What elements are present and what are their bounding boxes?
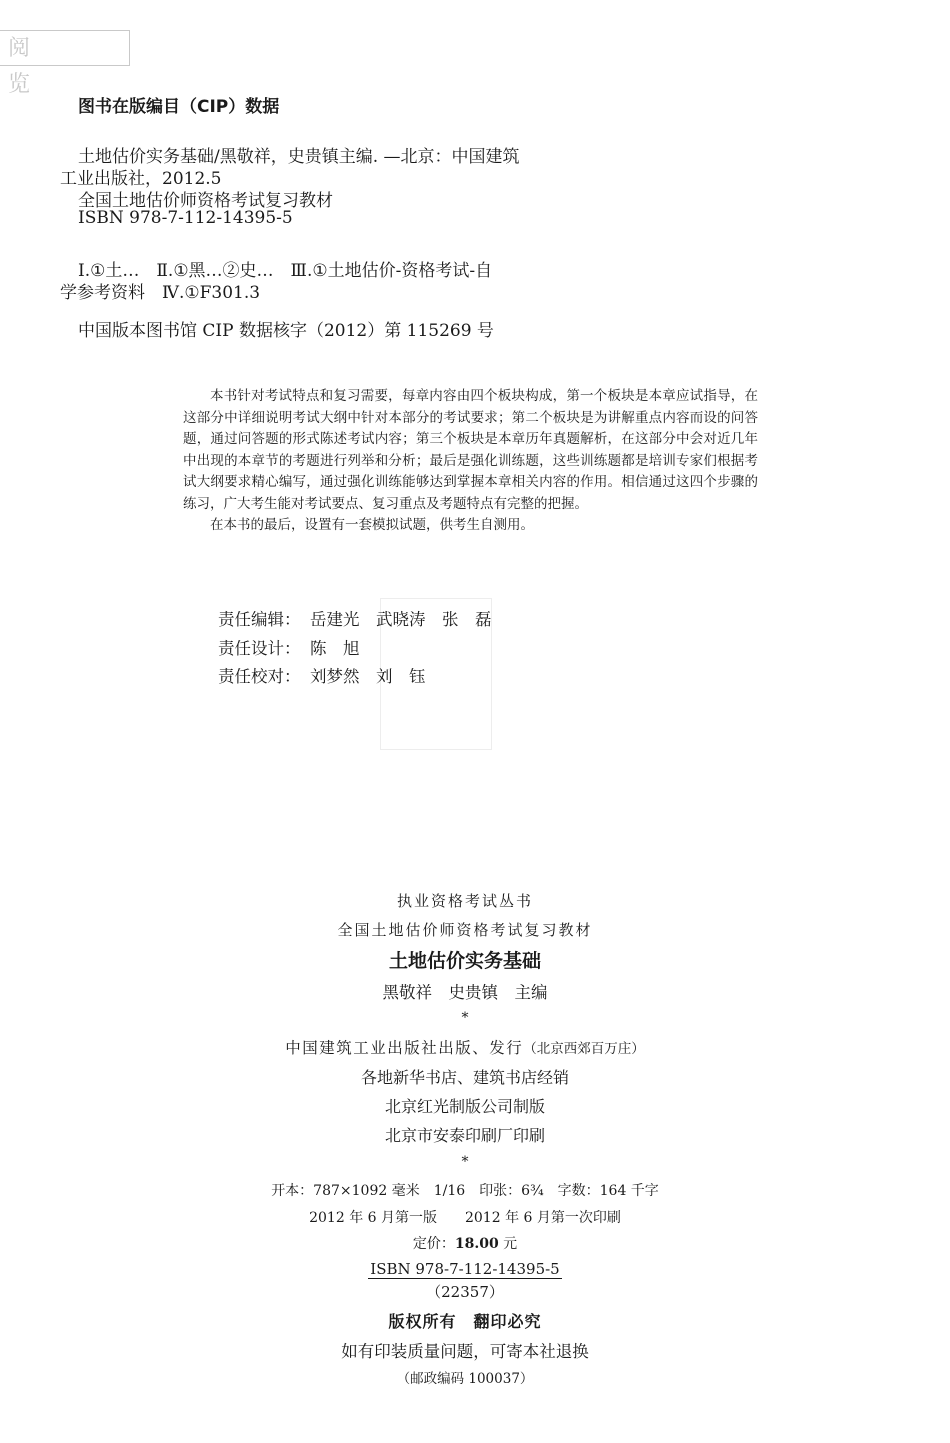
cip-record-number: 中国版本图书馆 CIP 数据核字（2012）第 115269 号: [78, 321, 494, 341]
corner-stamp: 阅 览: [0, 30, 130, 66]
series-name: 执业资格考试丛书: [396, 892, 533, 910]
format-info: 开本：787×1092 毫米 1/16 印张：6¾ 字数：164 千字: [271, 1183, 659, 1199]
cip-isbn: ISBN 978-7-112-14395-5: [78, 208, 293, 228]
separator-star: *: [461, 1154, 469, 1170]
edition-info: 2012 年 6 月第一版 2012 年 6 月第一次印刷: [309, 1210, 621, 1226]
distributor: 各地新华书店、建筑书店经销: [360, 1068, 569, 1087]
book-editors: 黑敬祥 史贵镇 主编: [382, 983, 548, 1002]
cip-line-3: 全国土地估价师资格考试复习教材: [78, 191, 333, 211]
price-unit: 元: [498, 1236, 518, 1252]
printer: 北京市安泰印刷厂印刷: [384, 1126, 545, 1145]
credit-label: 责任设计：: [218, 638, 301, 658]
credit-label: 责任校对：: [218, 667, 301, 686]
credit-value: 刘梦然 刘 钰: [310, 667, 426, 686]
credit-row-editor: [218, 606, 492, 635]
subseries-name: 全国土地估价师资格考试复习教材: [337, 921, 593, 939]
price-value: 18.00: [454, 1236, 499, 1252]
cip-line-2: 工业出版社，2012.5: [60, 169, 222, 189]
quality-notice: 如有印装质量问题，可寄本社退换: [341, 1342, 589, 1361]
price-line: [0, 1233, 930, 1253]
separator-star: *: [461, 1010, 469, 1026]
publisher: 中国建筑工业出版社出版、发行: [285, 1039, 524, 1057]
book-description: [183, 386, 758, 537]
postcode: （邮政编码 100037）: [396, 1371, 534, 1387]
book-title: 土地估价实务基础: [388, 950, 541, 972]
cip-line-6: 学参考资料 Ⅳ.①F301.3: [60, 283, 261, 303]
plate-maker: 北京红光制版公司制版: [384, 1097, 545, 1116]
cip-line-5: Ⅰ.①土… Ⅱ.①黑…②史… Ⅲ.①土地估价-资格考试-自: [78, 261, 493, 281]
credit-label: 责任编辑：: [218, 610, 301, 629]
credit-row-proofread: [218, 663, 492, 692]
isbn-line: [0, 1260, 930, 1278]
cip-line-1: 土地估价实务基础/黑敬祥，史贵镇主编. —北京：中国建筑: [78, 147, 520, 167]
publisher-line: [0, 1036, 930, 1058]
credit-value: 岳建光 武晓涛 张 磊: [310, 610, 492, 629]
description-paragraph-1: 本书针对考试特点和复习需要，每章内容由四个板块构成，第一个板块是本章应试指导，在这部分中详细说明考试大纲中针对本部分的考试要求；第二个板块是为讲解重点内容而设的问答题，通过问答题的形式陈述考试内容；第三个板块是本章历年真题解析，在这部分中会对近几年中出现的本章节的考题进行列举和分析；最后是强化训练题，这些训练题都是培训专家们根据考试大纲要求精心编写，通过强化训练能够达到掌握本章相关内容的作用。相信通过这四个步骤的练习，广大考生能对考试要点、复习重点及考题特点有完整的把握。: [183, 388, 758, 512]
catalog-code: （22357）: [426, 1283, 504, 1301]
rights-notice: 版权所有 翻印必究: [388, 1312, 542, 1331]
publisher-address: （北京西郊百万庄）: [523, 1041, 645, 1057]
description-paragraph-2: 在本书的最后，设置有一套模拟试题，供考生自测用。: [210, 517, 534, 533]
credit-value: 陈 旭: [310, 638, 360, 658]
cip-title: 图书在版编目（CIP）数据: [78, 97, 280, 117]
colophon-isbn: ISBN 978-7-112-14395-5: [370, 1260, 560, 1278]
price-label: 定价：: [412, 1236, 455, 1252]
credits: [218, 606, 492, 692]
credit-row-design: [218, 635, 492, 664]
